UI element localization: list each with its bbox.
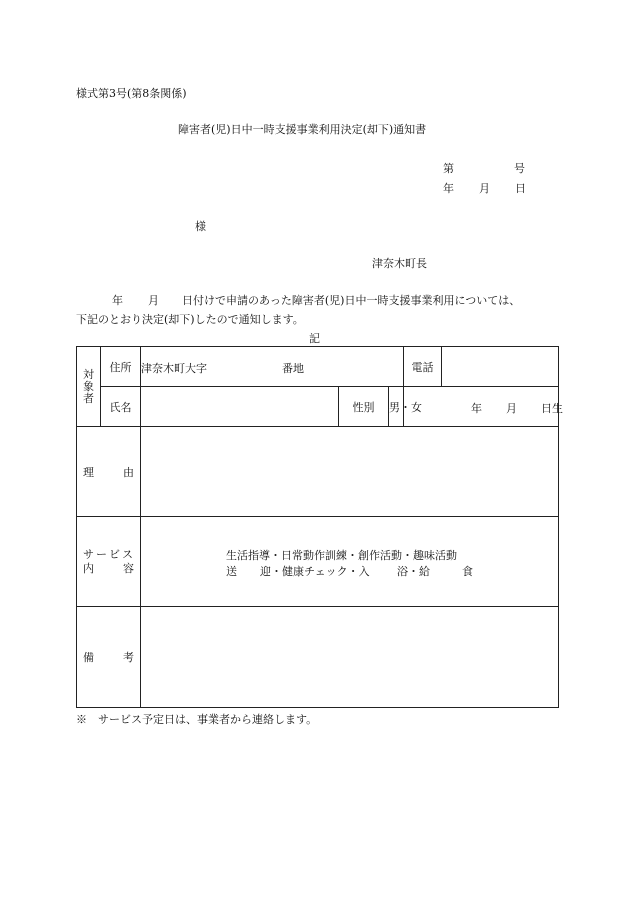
phone-label: 電話 — [404, 347, 442, 387]
recipient-honorific: 様 — [195, 220, 206, 233]
service-options-line2-c: 浴・給 — [397, 564, 430, 578]
address-field[interactable] — [141, 347, 404, 387]
service-label-char: 内 — [83, 561, 94, 575]
document-title: 障害者(児)日中一時支援事業利用決定(却下)通知書 — [178, 123, 427, 136]
doc-number-suffix: 号 — [514, 162, 525, 175]
service-options — [141, 547, 558, 577]
document-number-line — [443, 160, 525, 176]
body-line-2: 下記のとおり決定(却下)したので通知します。 — [76, 313, 304, 326]
body-text-rest: 日付けで申請のあった障害者(児)日中一時支援事業利用については、 — [182, 294, 521, 307]
reason-label-char: 理 — [83, 465, 94, 479]
remarks-label-char: 備 — [83, 651, 94, 664]
issue-date-line — [443, 180, 525, 194]
service-label-line1: サービス — [83, 547, 135, 561]
reason-label-char: 由 — [123, 465, 134, 479]
issue-date-month: 月 — [479, 182, 490, 195]
birth-year: 年 — [471, 401, 482, 415]
issue-date-day: 日 — [515, 182, 526, 195]
subject-label — [77, 369, 100, 405]
service-options-line2-d: 食 — [462, 564, 473, 578]
service-label — [77, 548, 140, 576]
service-label-cell — [77, 517, 141, 607]
remarks-label-char: 考 — [123, 651, 134, 664]
service-options-line2-b: 迎・健康チェック・入 — [260, 564, 370, 578]
remarks-label — [77, 649, 140, 665]
body-month: 月 — [148, 294, 159, 307]
address-suffix: 番地 — [282, 361, 304, 375]
body-line-1 — [76, 292, 566, 306]
remarks-label-cell — [77, 607, 141, 708]
reason-label — [77, 464, 140, 480]
birth-day: 日生 — [541, 401, 563, 415]
gender-label: 性別 — [339, 387, 389, 427]
record-label: 記 — [309, 332, 320, 345]
service-label-char: 容 — [123, 561, 134, 575]
address-prefix: 津奈木町大字 — [141, 361, 207, 375]
address-row — [77, 347, 559, 387]
gender-options[interactable]: 男・女 — [389, 387, 404, 427]
birth-month: 月 — [506, 401, 517, 415]
reason-row — [77, 427, 559, 517]
subject-label-cell — [77, 347, 101, 427]
name-row — [77, 387, 559, 427]
service-options-cell[interactable] — [141, 517, 559, 607]
phone-field[interactable] — [442, 347, 559, 387]
subject-label-char: 象 — [83, 379, 94, 393]
remarks-field[interactable] — [141, 607, 559, 708]
footnote: ※ サービス予定日は、事業者から連絡します。 — [76, 713, 318, 726]
service-options-line2-a: 送 — [226, 564, 237, 578]
issue-date-year: 年 — [443, 182, 454, 195]
service-row — [77, 517, 559, 607]
subject-label-char: 者 — [83, 391, 94, 405]
birthdate-field[interactable] — [404, 387, 563, 427]
notification-form-table — [76, 346, 563, 708]
doc-number-prefix: 第 — [443, 162, 454, 175]
service-label-line2 — [83, 562, 134, 576]
subject-label-char: 対 — [83, 367, 94, 381]
address-label: 住所 — [101, 347, 141, 387]
reason-label-cell — [77, 427, 141, 517]
name-label: 氏名 — [101, 387, 141, 427]
service-options-line1: 生活指導・日常動作訓練・創作活動・趣味活動 — [226, 548, 457, 562]
form-number: 様式第3号(第8条関係) — [76, 87, 187, 100]
issuer-name: 津奈木町長 — [372, 257, 427, 270]
body-year: 年 — [112, 294, 123, 307]
remarks-row — [77, 607, 559, 708]
name-field[interactable] — [141, 387, 339, 427]
reason-field[interactable] — [141, 427, 559, 517]
